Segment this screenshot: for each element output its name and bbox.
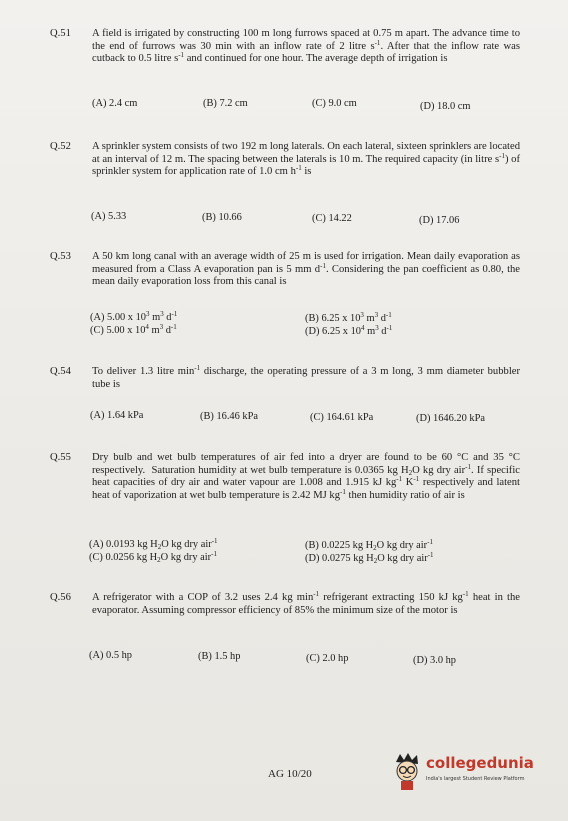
question-number: Q.53: [50, 251, 71, 262]
question-text: A refrigerator with a COP of 3.2 uses 2.4 kg $\min^{-1}$ refrigerant extracting 150 kJ $kg^{-1}$ heat in the evaporator. Assuming compressor efficiency of 85% the minimum size of the motor is: [92, 590, 520, 616]
option-a: (A) 0.5 hp: [89, 650, 132, 661]
question-number: Q.54: [50, 366, 71, 377]
option-a: (A) 2.4 cm: [92, 98, 138, 109]
option-b: (B) 10.66: [202, 212, 242, 223]
question-text: Dry bulb and wet bulb temperatures of air fed into a dryer are found to be 60 °C and 35 °C respectively. Saturation humidity at wet bulb temperature is 0.0365 kg $H_2O$ kg dry air$^{-1}$. If specific heat capacities of dry air and water vapour are 1.008 and 1.915 kJ $kg^{-1}$ $K^{-1}$ respectively and latent heat of vaporization at wet bulb temperature is 2.42 MJ $kg^{-1}$ then humidity ratio of air is: [92, 452, 520, 501]
logo-tagline: India's largest Student Review Platform: [426, 776, 525, 782]
option-b: (B) 16.46 kPa: [200, 411, 259, 422]
logo-wordmark: collegedunia: [426, 754, 534, 772]
question-number: Q.51: [50, 28, 71, 39]
question-text: A 50 km long canal with an average width of 25 m is used for irrigation. Mean daily evaporation as measured from a Class A evaporation pan is 5 mm $d^{-1}$. Considering the pan coefficient as 0.80, the mean daily evaporation loss from this canal is: [92, 251, 521, 288]
option-c: (C) 0.0256 kg $H_2O$ kg dry air$^{-1}$: [89, 550, 217, 564]
option-d: (D) 6.25 x $10^4$ $m^3$ $d^{-1}$: [305, 324, 393, 337]
option-c: (C) 164.61 kPa: [310, 412, 374, 423]
option-d: (D) 3.0 hp: [413, 655, 456, 666]
question-text: To deliver 1.3 litre $\min^{-1}$ discharge, the operating pressure of a 3 m long, 3 mm diameter bubbler tube is: [92, 364, 520, 390]
option-c: (C) 9.0 cm: [312, 98, 357, 109]
option-b: (B) 0.0225 kg $H_2O$ kg dry air$^{-1}$: [305, 538, 433, 552]
option-c: (C) 14.22: [312, 213, 352, 224]
option-a: (A) 1.64 kPa: [90, 410, 144, 421]
option-c: (C) 2.0 hp: [306, 653, 349, 664]
question-number: Q.52: [50, 141, 71, 152]
option-a: (A) 5.00 x $10^3$ $m^3$ $d^{-1}$: [90, 310, 178, 323]
option-d: (D) 0.0275 kg $H_2O$ kg dry air$^{-1}$: [305, 551, 434, 565]
question-number: Q.56: [50, 592, 71, 603]
option-a: (A) 5.33: [91, 211, 127, 222]
option-b: (B) 6.25 x $10^3$ $m^3$ $d^{-1}$: [305, 311, 392, 324]
option-b: (B) 1.5 hp: [198, 651, 241, 662]
question-number: Q.55: [50, 452, 71, 463]
page-number: AG 10/20: [268, 768, 312, 780]
question-text: A field is irrigated by constructing 100 m long furrows spaced at 0.75 m apart. The advance time to the end of furrows was 30 min with an inflow rate of 2 litre $s^{-1}$. After that the inflow rate was cutback to 0.5 litre $s^{-1}$ and continued for one hour. The average depth of irrigation is: [92, 28, 520, 65]
mascot-icon: [390, 752, 424, 792]
option-a: (A) 0.0193 kg $H_2O$ kg dry air$^{-1}$: [89, 537, 218, 551]
question-text: A sprinkler system consists of two 192 m long laterals. On each lateral, sixteen sprinklers are located at an interval of 12 m. The spacing between the laterals is 10 m. The required capacity (in litre $s^{-1}$) of sprinkler system for application rate of 1.0 cm $h^{-1}$ is: [92, 141, 520, 178]
option-c: (C) 5.00 x $10^4$ $m^3$ $d^{-1}$: [90, 323, 177, 336]
collegedunia-logo: [390, 752, 540, 796]
option-b: (B) 7.2 cm: [203, 98, 248, 109]
option-d: (D) 1646.20 kPa: [416, 413, 485, 424]
option-d: (D) 18.0 cm: [420, 101, 471, 112]
option-d: (D) 17.06: [419, 215, 460, 226]
